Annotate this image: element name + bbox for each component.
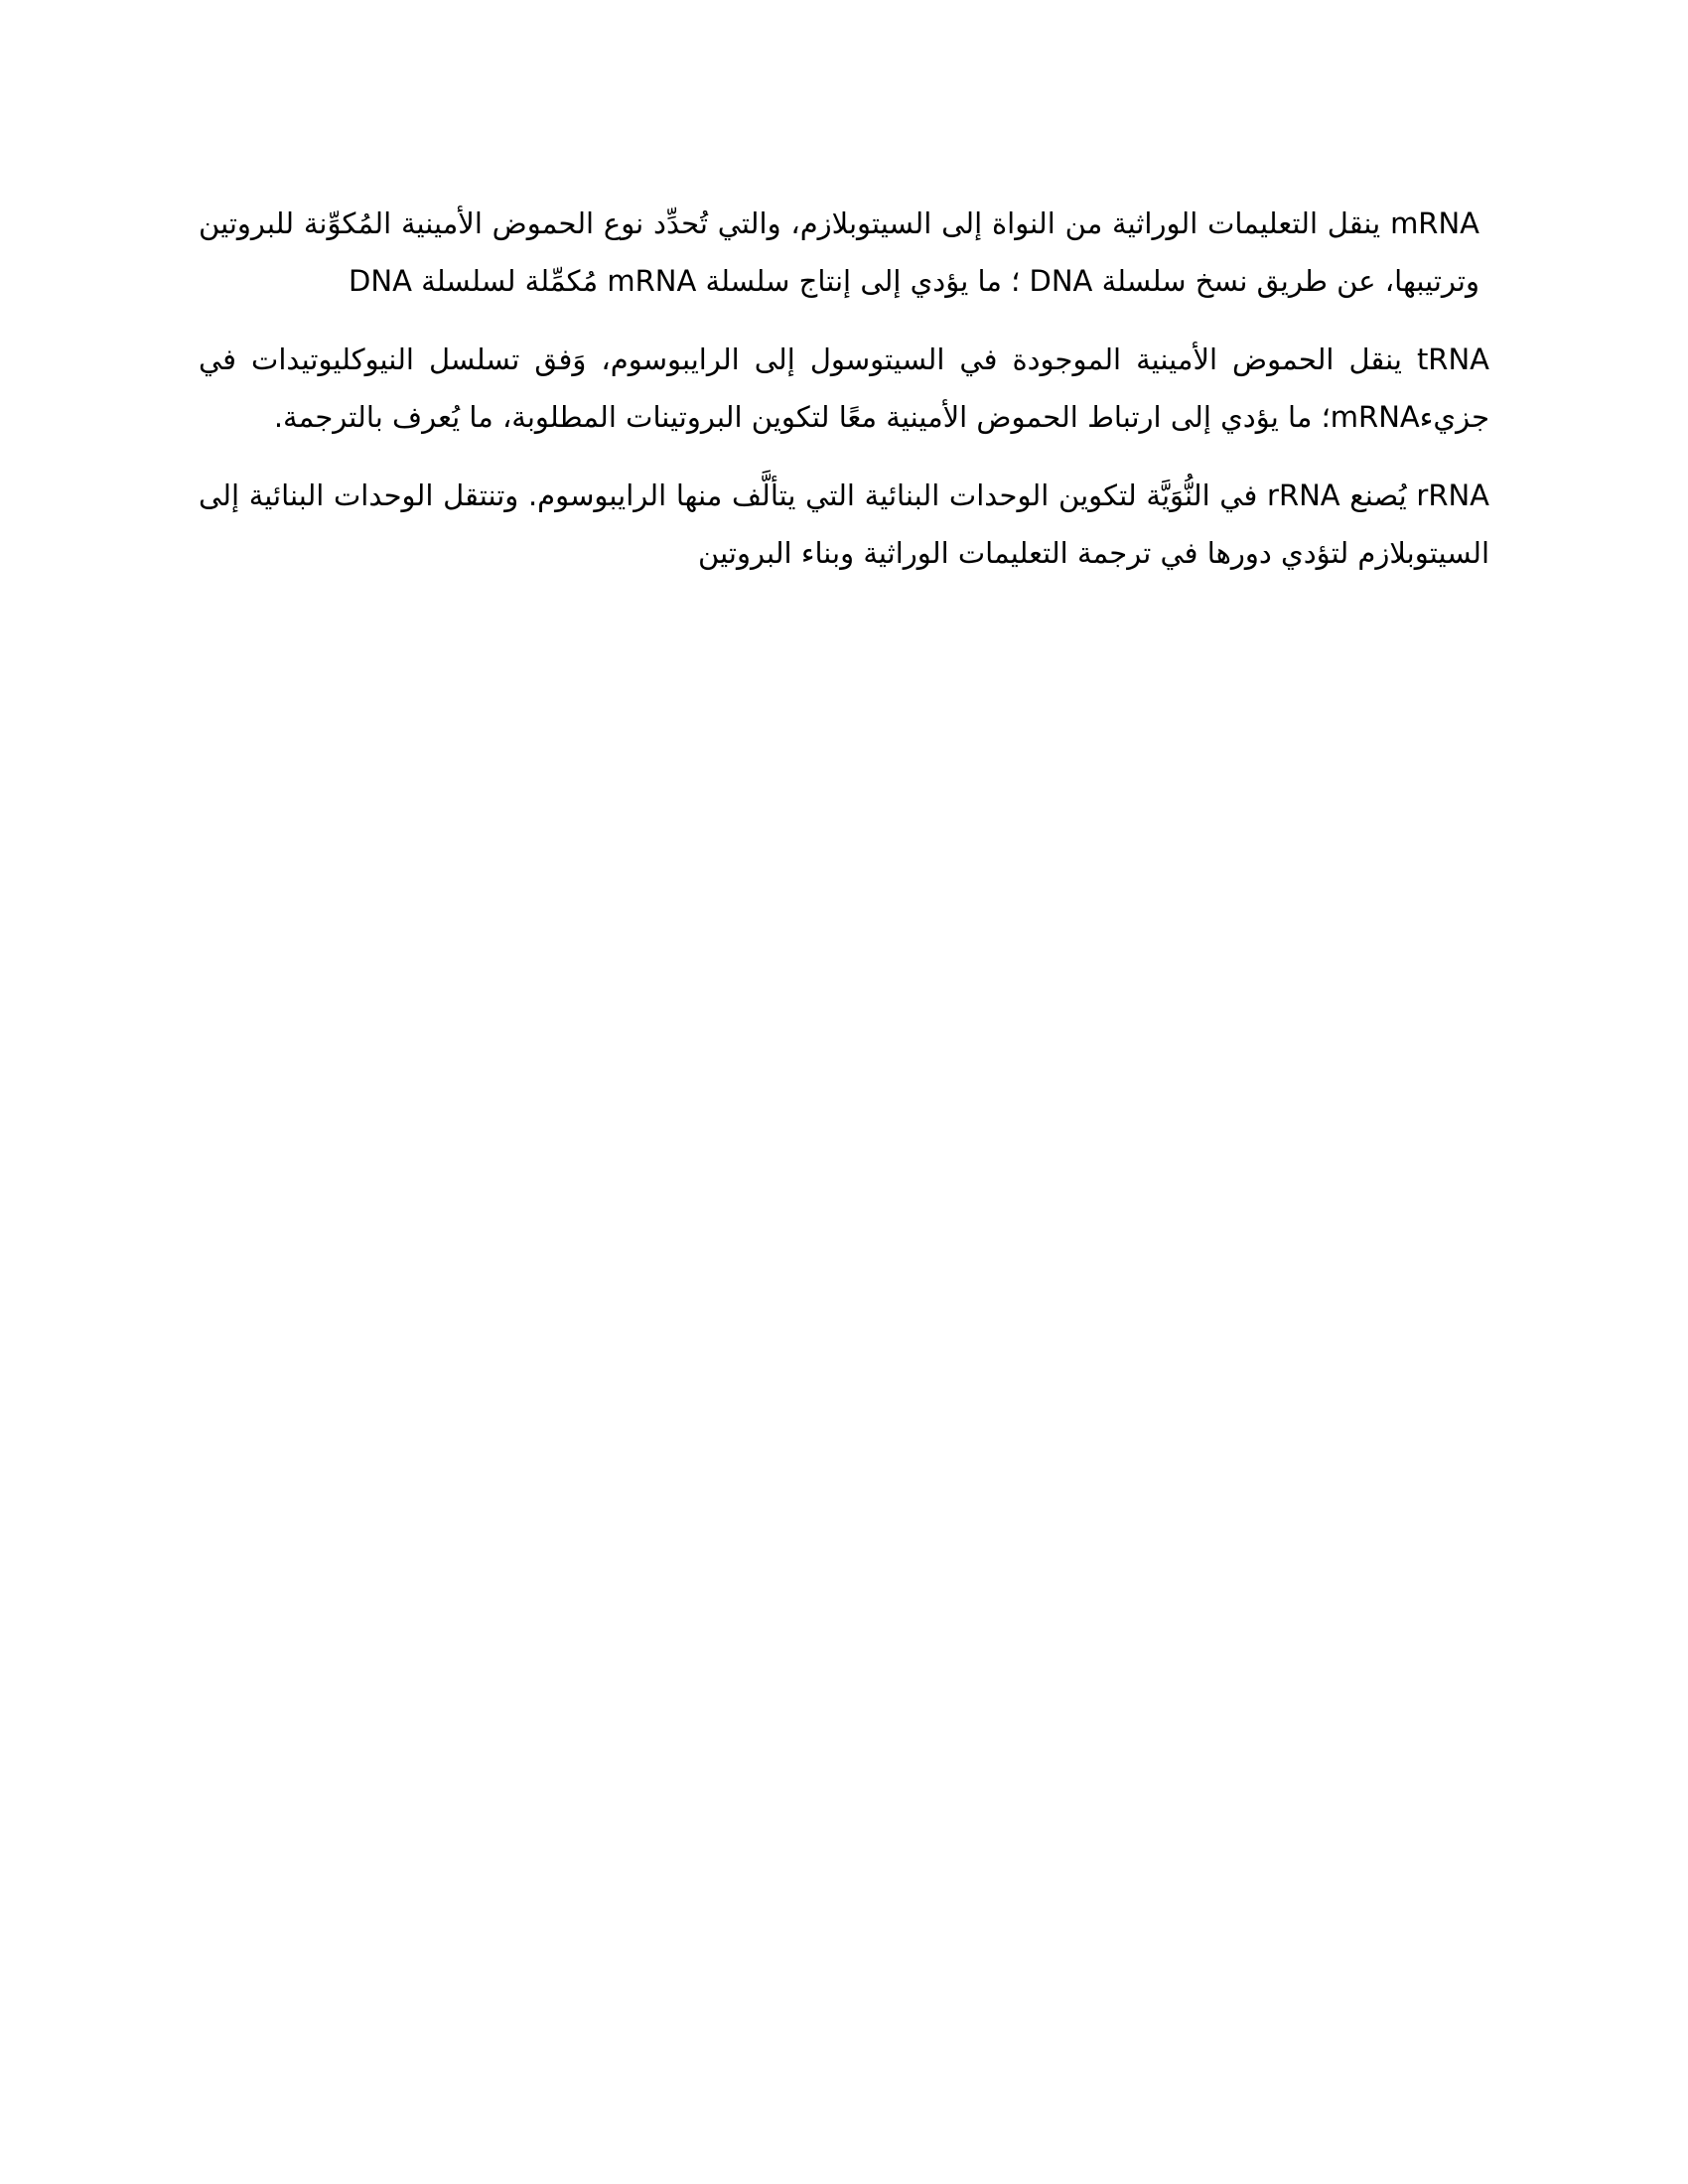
- document-body: [199, 195, 1489, 603]
- paragraph-trna: tRNA ينقل الحموض الأمينية الموجودة في السيتوسول إلى الرايبوسوم، وَفق تسلسل النيوكليوتيدات في جزيءmRNA؛ ما يؤدي إلى ارتباط الحموض الأمينية معًا لتكوين البروتينات المطلوبة، ما يُعرف بالترجمة.: [199, 342, 1489, 434]
- paragraph-rrna: rRNA يُصنع rRNA في النُّوَيَّة لتكوين الوحدات البنائية التي يتألَّف منها الرايبوسوم. وتنتقل الوحدات البنائية إلى السيتوبلازم لتؤدي دورها في ترجمة التعليمات الوراثية وبناء البروتين: [199, 478, 1489, 570]
- paragraph-mrna: mRNA ينقل التعليمات الوراثية من النواة إلى السيتوبلازم، والتي تُحدِّد نوع الحموض الأمينية المُكوِّنة للبروتين وترتيبها، عن طريق نسخ سلسلة DNA ؛ ما يؤدي إلى إنتاج سلسلة mRNA مُكمِّلة لسلسلة DNA: [199, 206, 1479, 298]
